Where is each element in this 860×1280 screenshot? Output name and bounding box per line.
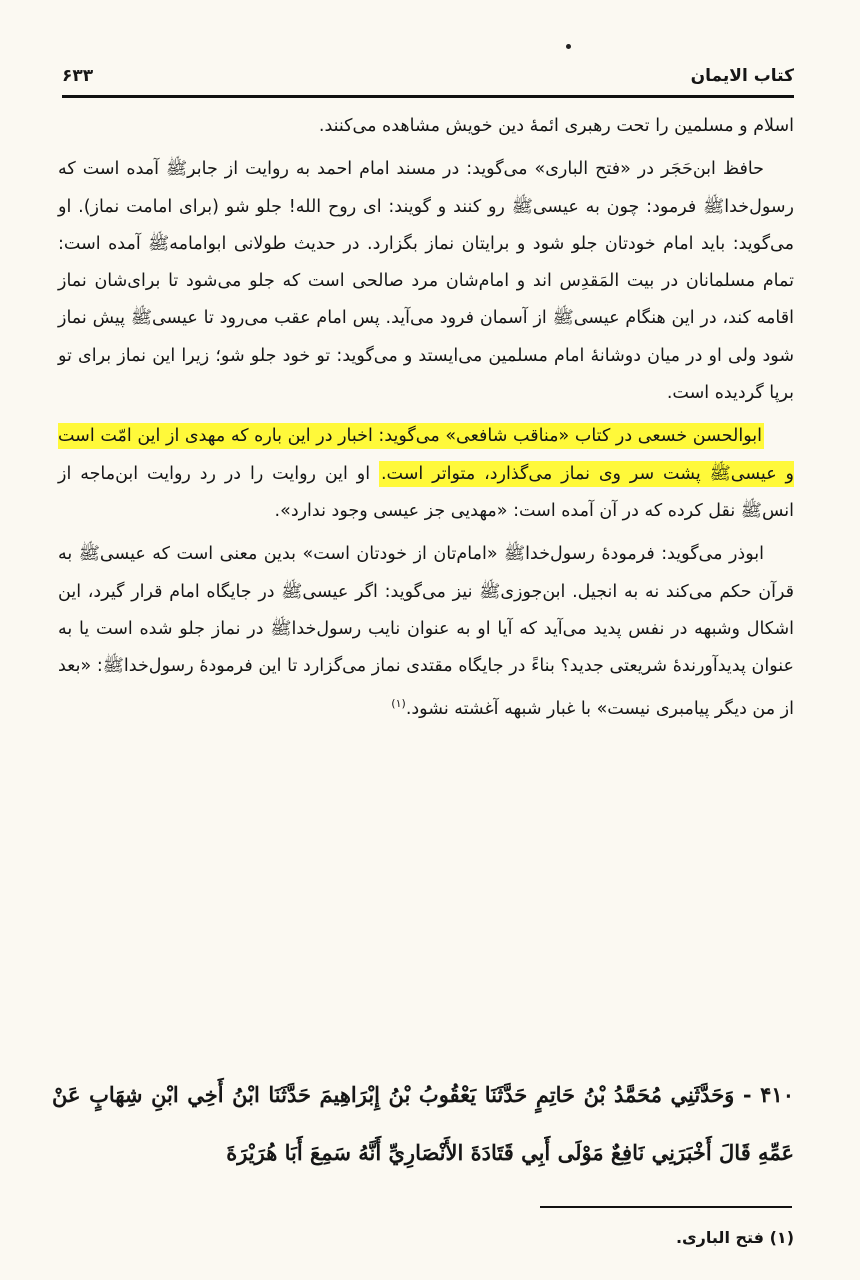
page-mark xyxy=(566,44,571,49)
body-text xyxy=(58,108,794,735)
hadith-410: ۴۱۰ - وَحَدَّثَنِي مُحَمَّدُ بْنُ حَاتِمٍ حَدَّثَنَا يَعْقُوبُ بْنُ إِبْرَاهِيمَ حَدَّثَنَا ابْنُ أَخِي ابْنِ شِهَابٍ عَنْ عَمِّهِ قَالَ أَخْبَرَنِي نَافِعٌ مَوْلَى أَبِي قَتَادَةَ الأَنْصَارِيِّ أَنَّهُ سَمِعَ أَبَا هُرَيْرَةَ xyxy=(52,1082,794,1165)
paragraph-4-text: ابوذر می‌گوید: فرمودهٔ رسول‌خداﷺ «امام‌تان از خودتان است» بدین معنی است که عیسی‌ﷺ به قرآن حکم می‌کند نه به انجیل. ابن‌جوزیﷺ نیز می‌گوید: اگر عیسی‌ﷺ در جایگاه امام قرار گیرد، این اشکال وشبهه در نفس پدید می‌آید که آیا او به عنوان نایب رسول‌خداﷺ در نماز جلو شده است یا به عنوان پدیدآورندهٔ شریعتی جدید؟ بناءً در جایگاه مقتدی نماز می‌گزارد تا این فرمودهٔ رسول‌خداﷺ: «بعد از من دیگر پیامبری نیست» با غبار شبهه آغشته نشود. xyxy=(58,544,794,720)
footnote-rule xyxy=(540,1206,792,1208)
running-title: کتاب الایمان xyxy=(690,66,794,86)
footnote-reference: (۱) xyxy=(391,697,406,711)
header-rule xyxy=(62,95,794,98)
paragraph-1: اسلام و مسلمین را تحت رهبری ائمهٔ دین خویش مشاهده می‌کنند. xyxy=(318,116,794,136)
paragraph-3 xyxy=(58,418,794,530)
paragraph-3-rest: او این روایت را در رد روایت ابن‌ماجه از انسﷺ نقل کرده که در آن آمده است: «مهدیی جز عیسی وجود ندارد». xyxy=(58,463,794,521)
page-number: ۶۳۳ xyxy=(62,66,94,86)
paragraph-2: حافظ ابن‌حَجَر در «فتح الباری» می‌گوید: در مسند امام احمد به روایت از جابرﷺ آمده است که رسول‌خداﷺ فرمود: چون به عیسی‌ﷺ رو کنند و گویند: ای روح الله! جلو شو (برای امامت نماز). او می‌گوید: باید امام خودتان جلو شود و برایتان نماز بگزارد. در حدیث طولانی ابوامامهﷺ آمده است: تمام مسلمانان در بیت المَقدِس اند و امام‌شان مرد صالحی است که جلو می‌شود تا برای‌شان نماز اقامه کند، در این هنگام عیسی‌ﷺ از آسمان فرود می‌آید. پس امام عقب می‌رود تا عیسی‌ﷺ پیش نماز شود ولی او در میان دوشانهٔ امام مسلمین می‌ایستد و می‌گوید: تو خود جلو شو؛ زیرا این نماز برای تو برپا گردیده است. xyxy=(58,159,794,404)
hadith-text xyxy=(52,1066,794,1182)
highlighted-passage: ابوالحسن خسعی در کتاب «مناقب شافعی» می‌گوید: اخبار در این باره که مهدی از این امّت است و عیسی‌ﷺ پشت سر وی نماز می‌گذارد، متواتر است. xyxy=(58,423,794,486)
footnote: (۱) فتح الباری. xyxy=(675,1228,794,1247)
page-header xyxy=(62,64,794,94)
paragraph-4 xyxy=(58,536,794,728)
